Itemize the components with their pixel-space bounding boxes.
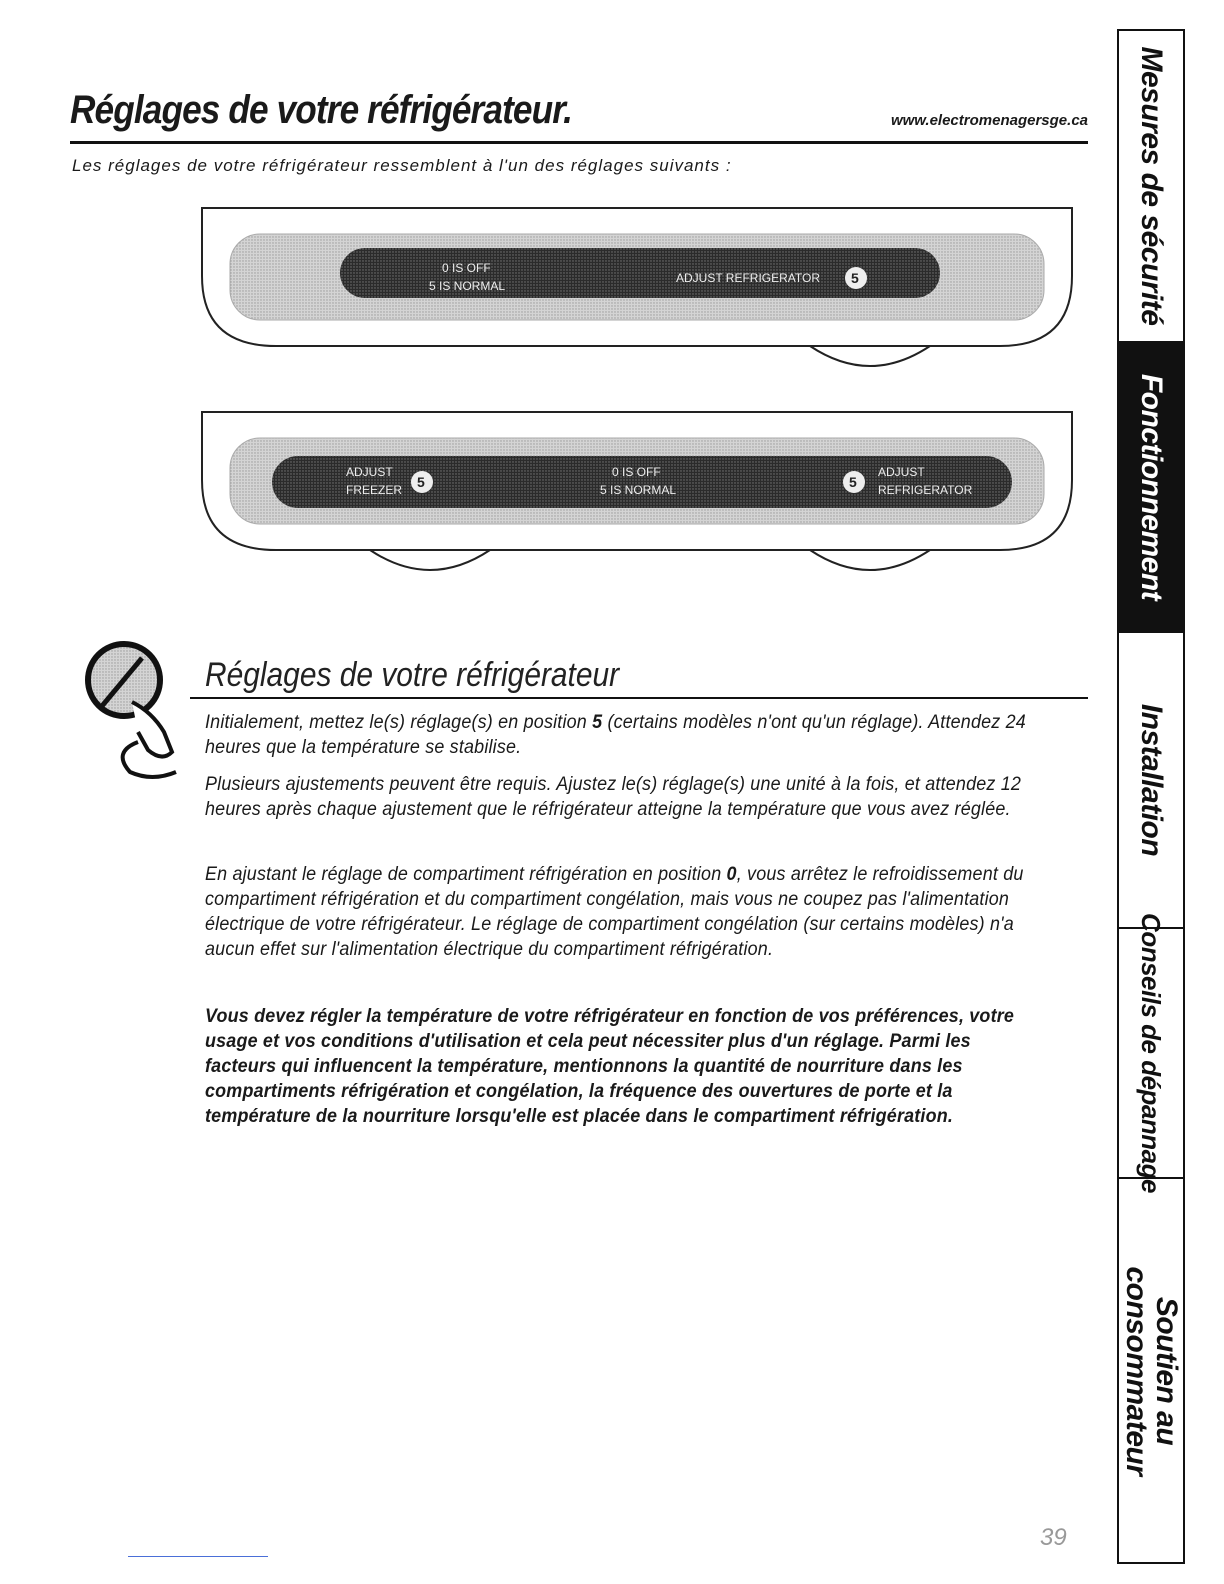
top-dial-number: 5 [851, 270, 859, 286]
control-panel-single [200, 206, 1076, 382]
top-adjust-label: ADJUST REFRIGERATOR [676, 271, 821, 285]
p3-bold: 0 [726, 863, 737, 885]
tab-label: Fonctionnement [1135, 373, 1168, 601]
paragraph-adjustments: Plusieurs ajustements peuvent être requis. Ajustez le(s) réglage(s) une unité à la fois, et attendez 12 heures après chaque ajustement que le réfrigérateur atteigne la température que vous avez réglée. [205, 773, 1022, 820]
tab-operation[interactable] [1119, 343, 1183, 633]
refrigerator-label: REFRIGERATOR [878, 483, 973, 497]
tab-label: Conseils de dépannage [1136, 913, 1166, 1193]
tab-installation[interactable] [1119, 633, 1183, 929]
refrigerator-adjust-label: ADJUST [878, 465, 925, 479]
website-link[interactable]: www.electromenagersge.ca [890, 112, 1088, 129]
section-rule [190, 697, 1088, 699]
p3-text-a: En ajustant le réglage de compartiment réfrigération en position [205, 863, 727, 885]
tab-safety[interactable] [1119, 31, 1183, 343]
freezer-dial-number: 5 [417, 474, 425, 490]
p1-text-b: (certains modèles n'ont qu'un réglage). Attendez 24 heures que la température se stabilise. [205, 711, 1026, 758]
section-title: Réglages de votre réfrigérateur [205, 656, 620, 694]
section-tabs [1117, 29, 1185, 1564]
bottom-off-label: 0 IS OFF [612, 465, 661, 479]
refrigerator-dial-number: 5 [849, 474, 857, 490]
top-normal-label: 5 IS NORMAL [429, 279, 506, 293]
tab-label: Mesures de sécurité [1135, 46, 1168, 326]
paragraph-preferences: Vous devez régler la température de votre réfrigérateur en fonction de vos préférences, votre usage et vos conditions d'utilisation et cela peut nécessiter plus d'un réglage. Parmi les facteurs qui influencent la température, mentionnons la quantité de nourriture dans les compartiments réfrigération et congélation, la fréquence des ouvertures de porte et la température de la nourriture lorsqu'elle est placée dans le compartiment réfrigération. [205, 1005, 1015, 1127]
page-number: 39 [1040, 1524, 1067, 1551]
freezer-adjust-label: ADJUST [346, 465, 393, 479]
p3-text-b: , vous arrêtez le refroidissement du compartiment réfrigération et du compartiment congélation, mais vous ne coupez pas l'alimentation électrique de votre réfrigérateur. Le réglage de compartiment congélation (sur certains modèles) n'a aucun effet sur l'alimentation électrique du compartiment réfrigération. [205, 863, 1024, 960]
tab-label: Soutien au consommateur [1120, 1265, 1183, 1476]
page-title: Réglages de votre réfrigérateur. [70, 88, 573, 132]
bottom-normal-label: 5 IS NORMAL [600, 483, 677, 497]
tab-troubleshooting[interactable] [1119, 913, 1183, 1193]
tab-consumer-support[interactable] [1119, 1179, 1183, 1562]
intro-text: Les réglages de votre réfrigérateur ressemblent à l'un des réglages suivants : [72, 156, 732, 175]
top-off-label: 0 IS OFF [442, 261, 491, 275]
tab-label: Installation [1135, 703, 1168, 857]
footer-line [128, 1556, 268, 1557]
paragraph-initial-setting [205, 710, 1033, 760]
hand-dial-icon [72, 632, 192, 787]
header-rule [70, 141, 1088, 144]
paragraph-off-position [205, 862, 1033, 962]
freezer-label: FREEZER [346, 483, 403, 497]
p1-text-a: Initialement, mettez le(s) réglage(s) en position [205, 711, 593, 733]
p1-bold: 5 [592, 711, 603, 733]
control-panel-dual [200, 410, 1076, 586]
